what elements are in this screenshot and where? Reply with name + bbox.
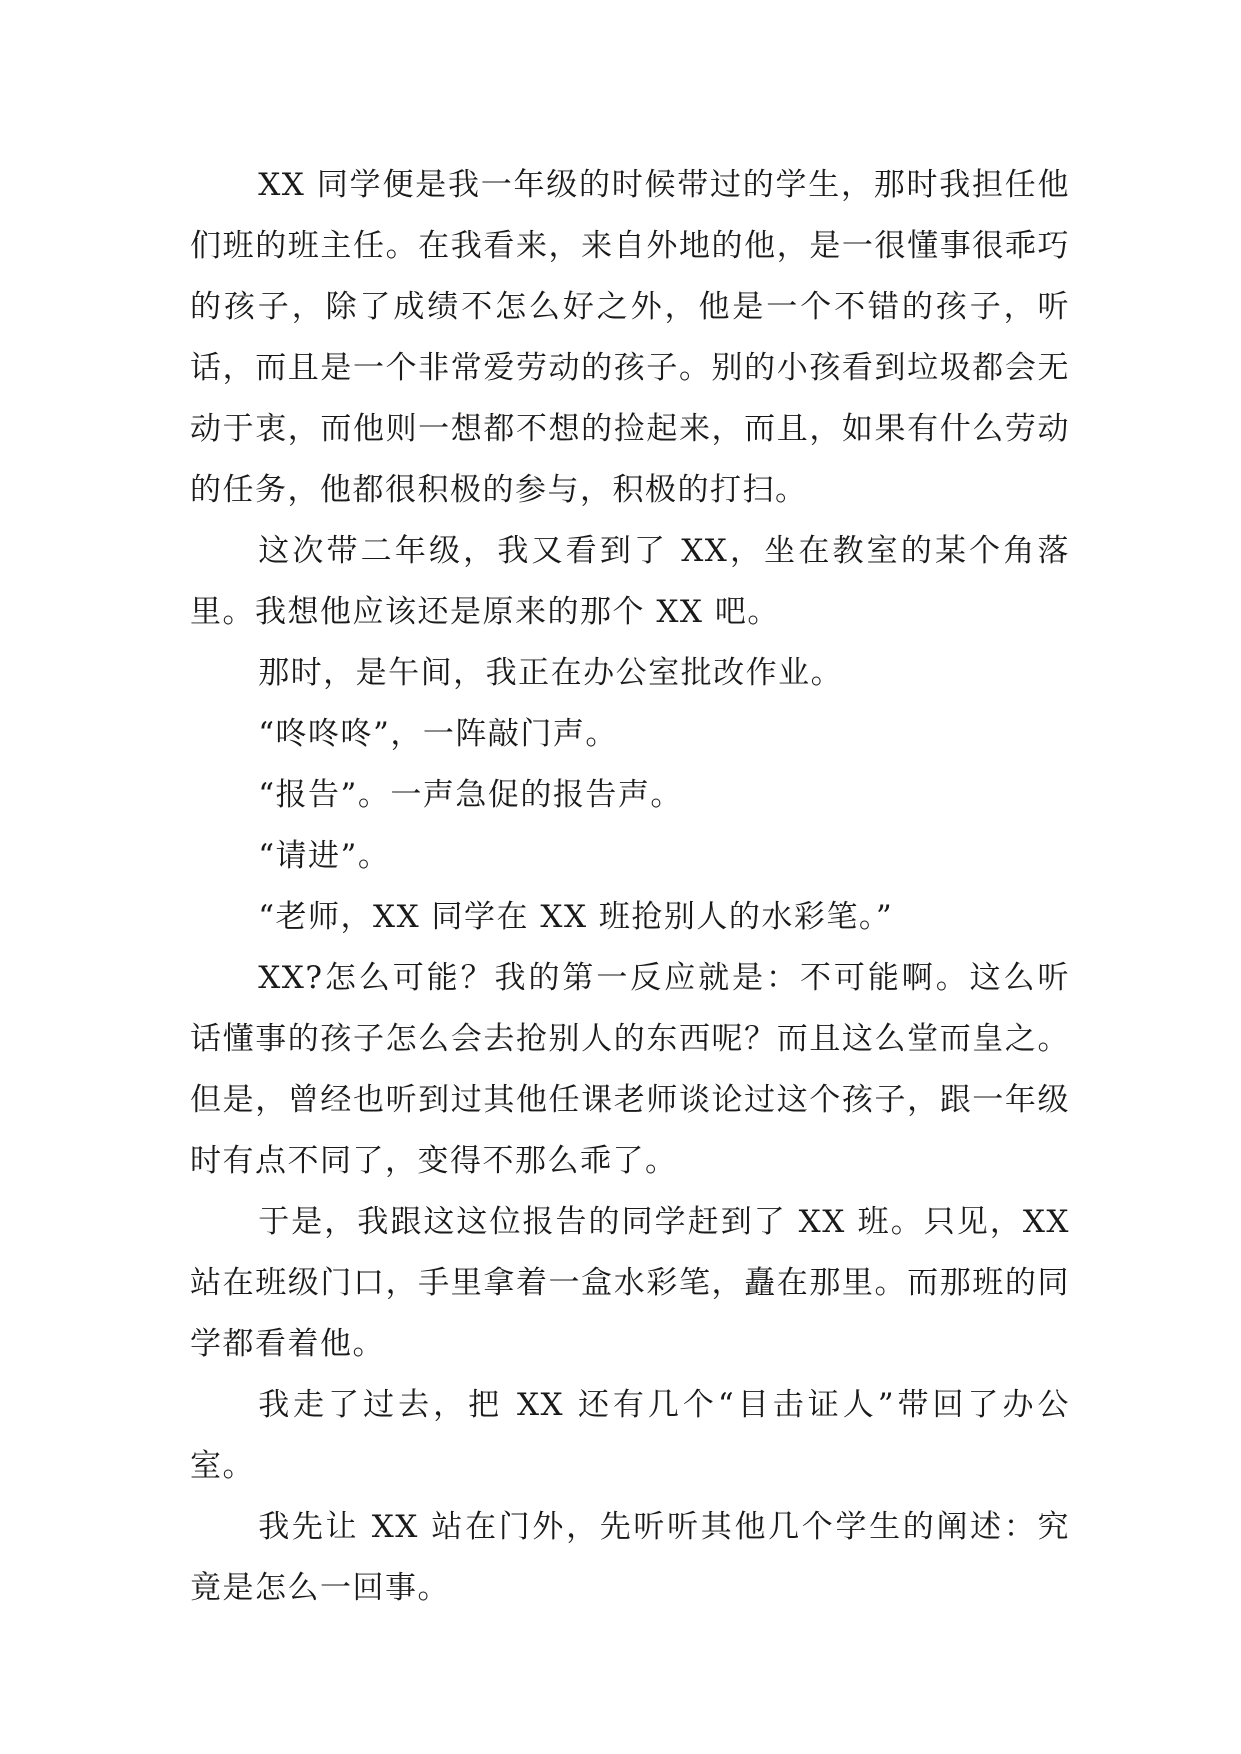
paragraph-4: “咚咚咚”，一阵敲门声。 xyxy=(258,716,618,752)
paragraph-5: “报告”。一声急促的报告声。 xyxy=(258,777,683,813)
paragraph-9: 于是，我跟这这位报告的同学赶到了 XX 班。只见，XX 站在班级门口，手里拿着一盒水彩笔，矗在那里。而那班的同学都看着他。 xyxy=(190,1204,1070,1362)
paragraph-11: 我先让 XX 站在门外，先听听其他几个学生的阐述：究竟是怎么一回事。 xyxy=(190,1509,1070,1606)
paragraph-6: “请进”。 xyxy=(258,838,391,874)
paragraph-2: 这次带二年级，我又看到了 XX，坐在教室的某个角落里。我想他应该还是原来的那个 XX 吧。 xyxy=(190,533,1070,630)
paragraph-1: XX 同学便是我一年级的时候带过的学生，那时我担任他们班的班主任。在我看来，来自外地的他，是一很懂事很乖巧的孩子，除了成绩不怎么好之外，他是一个不错的孩子，听话，而且是一个非常爱劳动的孩子。别的小孩看到垃圾都会无动于衷，而他则一想都不想的捡起来，而且，如果有什么劳动的任务，他都很积极的参与，积极的打扫。 xyxy=(190,167,1070,508)
paragraph-7: “老师，XX 同学在 XX 班抢别人的水彩笔。” xyxy=(258,899,894,935)
paragraph-10: 我走了过去，把 XX 还有几个“目击证人”带回了办公室。 xyxy=(190,1387,1070,1484)
paragraph-3: 那时，是午间，我正在办公室批改作业。 xyxy=(258,655,844,691)
document-body xyxy=(190,155,1070,1619)
paragraph-8: XX?怎么可能？我的第一反应就是：不可能啊。这么听话懂事的孩子怎么会去抢别人的东西呢？而且这么堂而皇之。但是，曾经也听到过其他任课老师谈论过这个孩子，跟一年级时有点不同了，变得不那么乖了。 xyxy=(190,960,1070,1179)
